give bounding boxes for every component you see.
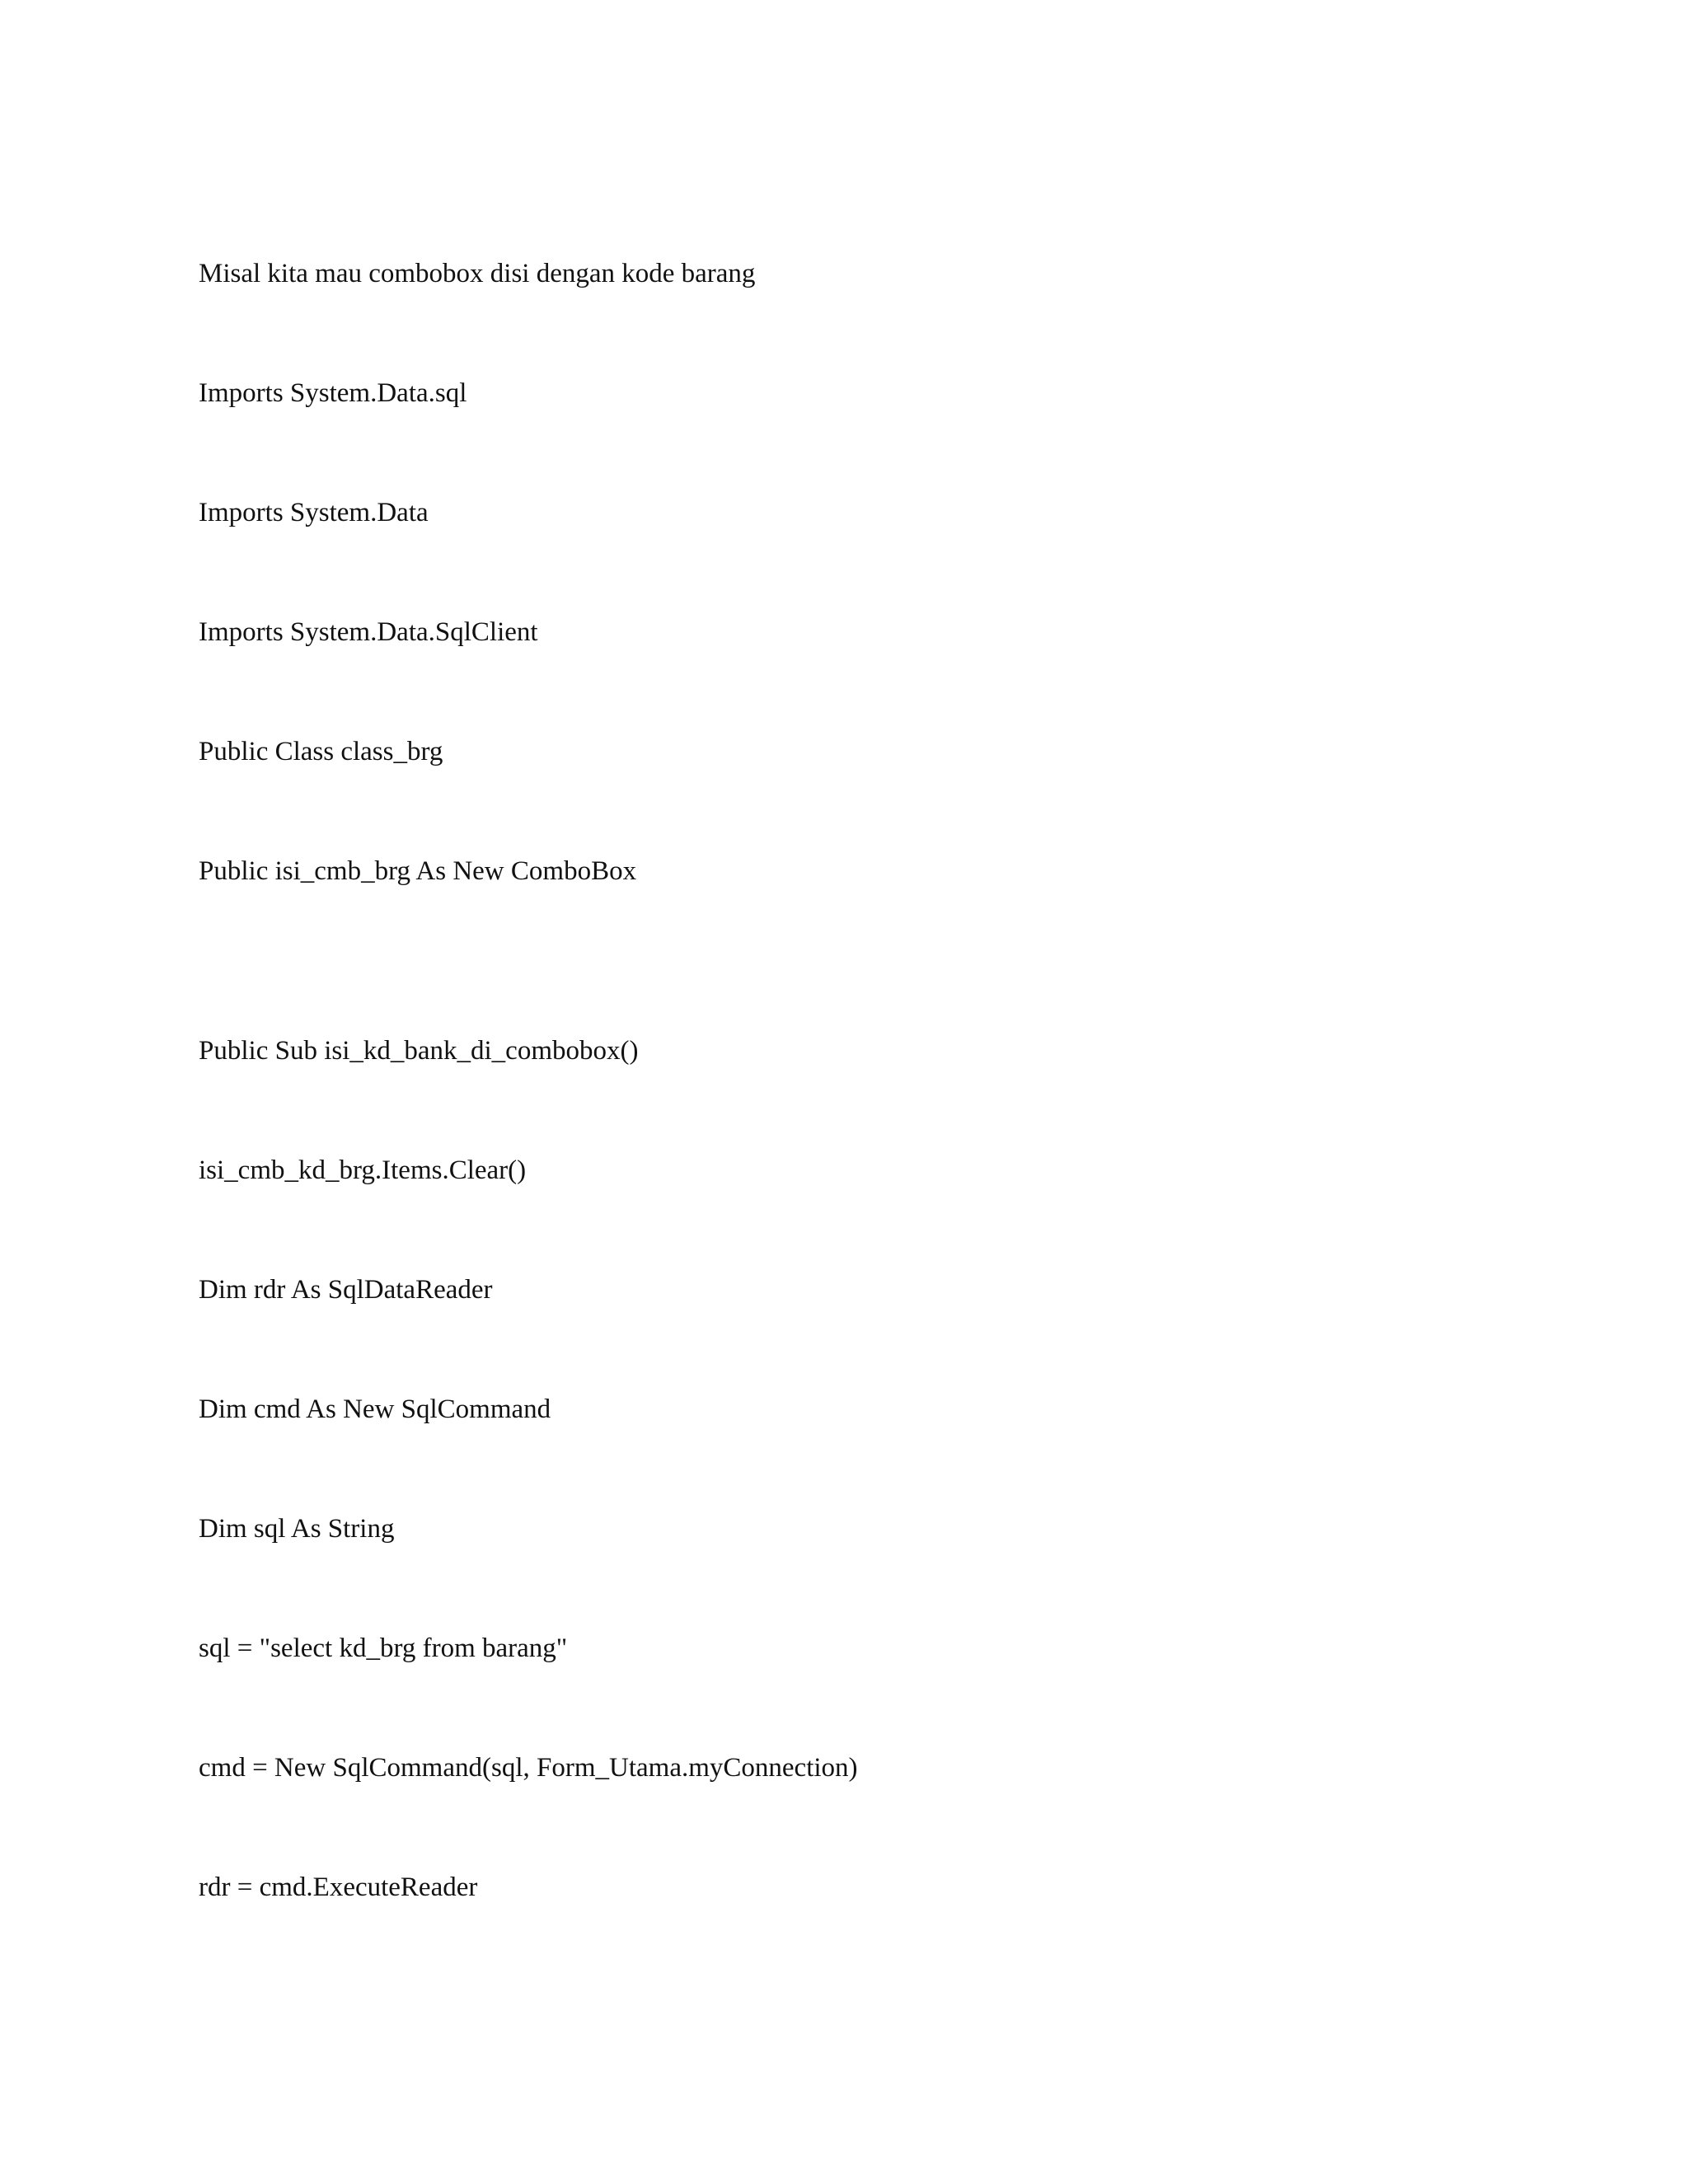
intro-text: Misal kita mau combobox disi dengan kode barang bbox=[199, 259, 756, 288]
code-line: rdr = cmd.ExecuteReader bbox=[199, 1872, 478, 1902]
code-line: Imports System.Data.SqlClient bbox=[199, 617, 538, 647]
code-line: sql = "select kd_brg from barang" bbox=[199, 1633, 568, 1663]
code-line: Dim cmd As New SqlCommand bbox=[199, 1394, 551, 1424]
code-line: Imports System.Data.sql bbox=[199, 378, 467, 408]
code-line: Dim sql As String bbox=[199, 1514, 395, 1544]
code-line: Public Sub isi_kd_bank_di_combobox() bbox=[199, 1036, 639, 1066]
code-line: Dim rdr As SqlDataReader bbox=[199, 1275, 493, 1305]
code-line: cmd = New SqlCommand(sql, Form_Utama.myConnection) bbox=[199, 1753, 858, 1783]
code-line: Public Class class_brg bbox=[199, 737, 443, 766]
code-line: isi_cmb_kd_brg.Items.Clear() bbox=[199, 1155, 527, 1185]
code-line: Public isi_cmb_brg As New ComboBox bbox=[199, 856, 637, 886]
code-line: Imports System.Data bbox=[199, 498, 429, 527]
